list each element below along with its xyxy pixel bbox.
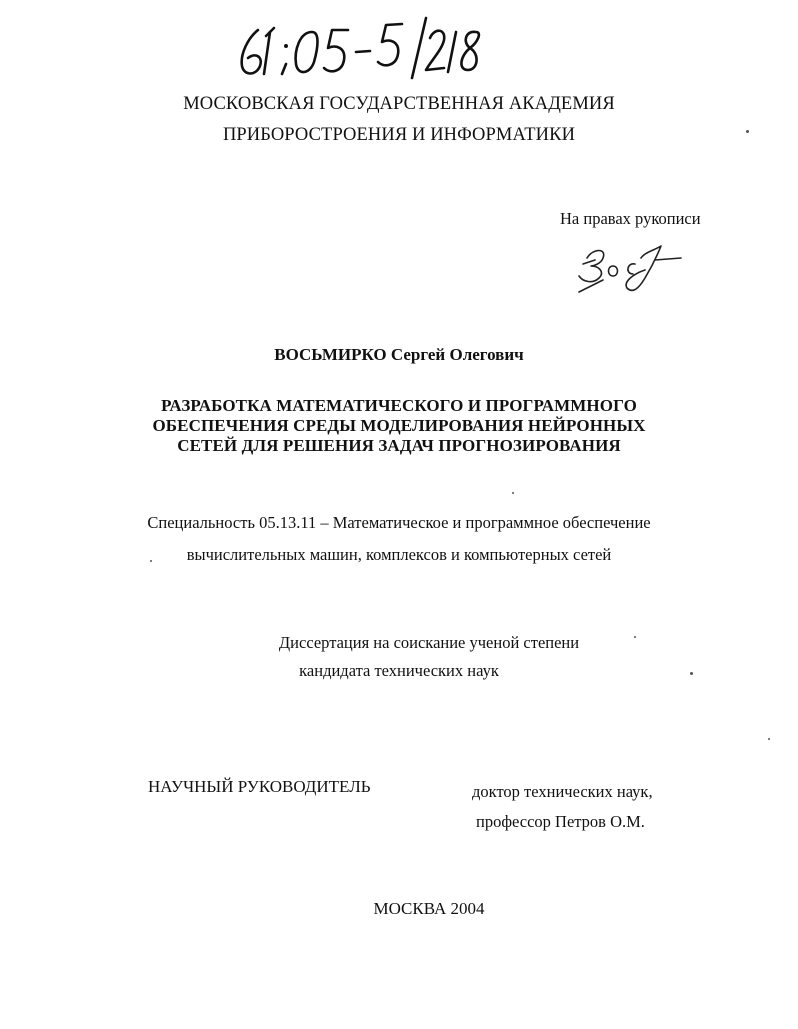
rights-note: На правах рукописи — [560, 209, 701, 228]
handwritten-archive-number — [230, 10, 490, 85]
scan-speck — [746, 130, 749, 133]
city-year: МОСКВА 2004 — [373, 899, 485, 918]
dissertation-title-line-1: РАЗРАБОТКА МАТЕМАТИЧЕСКОГО И ПРОГРАММНОГО — [161, 396, 637, 415]
specialty-line-1: Специальность 05.13.11 – Математическое и программное обеспечение — [147, 513, 651, 532]
organization-line-1: МОСКОВСКАЯ ГОСУДАРСТВЕННАЯ АКАДЕМИЯ — [183, 94, 615, 114]
author-signature — [573, 236, 688, 294]
advisor-label: НАУЧНЫЙ РУКОВОДИТЕЛЬ — [148, 777, 371, 796]
scan-speck — [150, 560, 152, 562]
advisor-name: профессор Петров О.М. — [476, 812, 645, 831]
specialty-line-2: вычислительных машин, комплексов и компьютерных сетей — [186, 545, 612, 564]
advisor-info — [472, 777, 653, 837]
scan-speck — [768, 738, 770, 740]
scan-speck — [690, 672, 693, 675]
archive-number-text: 61: 05-5/218 — [230, 10, 236, 11]
scan-speck — [634, 636, 636, 638]
organization-line-2: ПРИБОРОСТРОЕНИЯ И ИНФОРМАТИКИ — [222, 125, 576, 145]
dissertation-degree-line-2: кандидата технических наук — [299, 661, 499, 680]
author-name: ВОСЬМИРКО Сергей Олегович — [274, 345, 524, 364]
scan-speck — [512, 492, 514, 494]
advisor-degree: доктор технических наук, — [472, 782, 653, 801]
dissertation-title-line-2: ОБЕСПЕЧЕНИЯ СРЕДЫ МОДЕЛИРОВАНИЯ НЕЙРОННЫХ — [152, 416, 646, 435]
dissertation-title-line-3: СЕТЕЙ ДЛЯ РЕШЕНИЯ ЗАДАЧ ПРОГНОЗИРОВАНИЯ — [177, 436, 621, 455]
dissertation-degree-line-1: Диссертация на соискание ученой степени — [278, 633, 580, 652]
